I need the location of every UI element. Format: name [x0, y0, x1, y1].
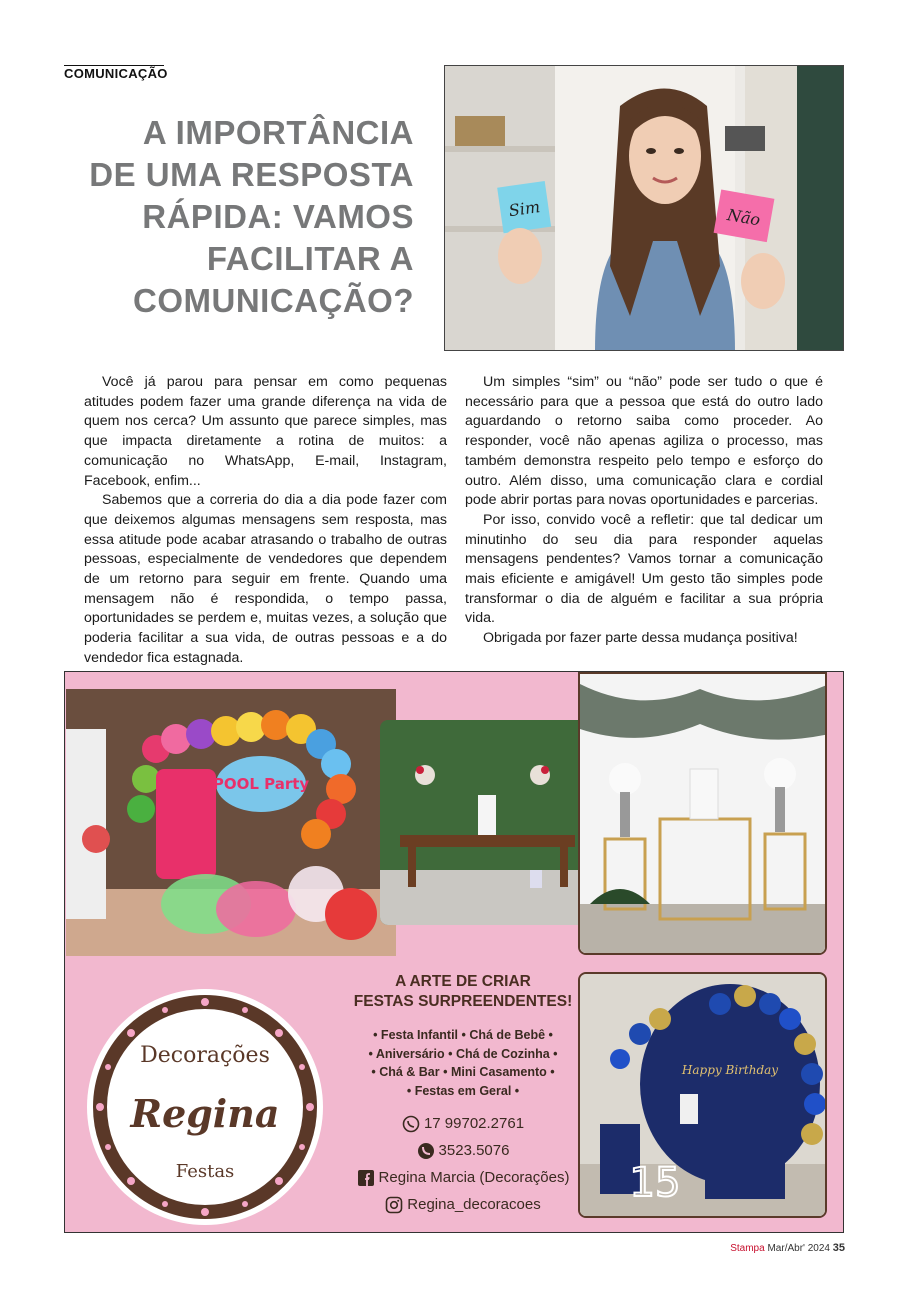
service-line: • Festas em Geral • [406, 1083, 520, 1098]
article-column-right [465, 373, 823, 649]
pool-party-sign: POOL Party [212, 775, 310, 793]
service-line: • Festa Infantil • Chá de Bebê • [373, 1028, 553, 1042]
article-photo [444, 65, 844, 351]
magazine-brand: Stampa [730, 1243, 765, 1254]
page-number: 35 [832, 1242, 845, 1254]
phone-contact[interactable] [333, 1137, 593, 1164]
ad-title: A ARTE DE CRIAR FESTAS SURPREENDENTES! [353, 973, 573, 1010]
article-paragraph: Por isso, convido você a refletir: que tal dedicar um minutinho do seu dia para responder aquelas mensagens pendentes? Vamos tornar a comunicação mais eficiente e amigável! Um gesto tão simples pode transformar o dia de alguém e facilitar a sua própria vida. [465, 511, 823, 627]
ad-services [333, 1026, 593, 1100]
article-column-left [84, 373, 447, 669]
page-footer [730, 1242, 845, 1254]
facebook-name: Regina Marcia (Decorações) [378, 1169, 570, 1186]
instagram-icon [385, 1196, 403, 1214]
logo-top-text: Decorações [140, 1043, 270, 1068]
yes-card-label: Sim [507, 197, 542, 221]
article-paragraph: Você já parou para pensar em como pequenas atitudes podem fazer uma grande diferença na vida de quem nos cerca? Um assunto que parece simples, mas que impacta diretamente a rotina de muitos: a comunicação no WhatsApp, E-mail, Instagram, Facebook, enfim... [84, 374, 447, 489]
phone-number: 3523.5076 [438, 1142, 510, 1159]
service-line: • Chá & Bar • Mini Casamento • [371, 1065, 555, 1079]
facebook-contact[interactable] [333, 1164, 593, 1191]
article-headline: A IMPORTÂNCIA DE UMA RESPOSTA RÁPIDA: VAMOS FACILITAR A COMUNICAÇÃO? [89, 114, 414, 319]
ad-text-block [333, 972, 593, 1218]
pool-party-photo [66, 689, 396, 956]
phone-icon [417, 1142, 435, 1160]
regina-logo [85, 987, 325, 1227]
whatsapp-contact[interactable] [333, 1110, 593, 1137]
issue-date: Mar/Abr' 2024 [767, 1243, 830, 1254]
table-setup-photo [380, 720, 594, 925]
debutante-party-photo [578, 972, 827, 1218]
whatsapp-number: 17 99702.2761 [423, 1115, 525, 1132]
no-card-label: Não [725, 205, 762, 230]
birthday-number: 15 [629, 1160, 681, 1206]
service-line: • Aniversário • Chá de Cozinha • [368, 1046, 558, 1061]
article-paragraph: Obrigada por fazer parte dessa mudança positiva! [483, 630, 798, 647]
advertisement [64, 671, 844, 1233]
logo-bottom-text: Festas [175, 1161, 235, 1182]
elegant-setup-photo [578, 672, 827, 955]
article-paragraph: Sabemos que a correria do dia a dia pode fazer com que deixemos algumas mensagens sem resposta, mas essa atitude pode acabar atrasando o trabalho de outras pessoas, especialmente de vendedores que dependem de um retorno para seguir em frente. Quando uma mensagem não é respondida, o tempo passa, oportunidades se perdem e, muitas vezes, a solução que poderia facilitar a sua vida, de outras pessoas e a do vendedor fica estagnada. [84, 492, 447, 666]
section-label: COMUNICAÇÃO [64, 66, 168, 81]
logo-main-text: Regina [130, 1091, 280, 1136]
whatsapp-icon [402, 1115, 420, 1133]
svg-text:Happy Birthday: Happy Birthday [681, 1063, 779, 1077]
ad-contacts [333, 1110, 593, 1218]
instagram-contact[interactable] [333, 1191, 593, 1218]
article-paragraph: Um simples “sim” ou “não” pode ser tudo o que é necessário para que a pessoa que está do outro lado aguardando o retorno saiba como proceder. Ao responder, você não apenas agiliza o processo, mas também demonstra respeito pelo tempo e esforço do outro. Além disso, uma comunicação clara e cordial pode abrir portas para novas oportunidades e parcerias. [465, 374, 823, 509]
facebook-icon [357, 1169, 375, 1187]
instagram-handle: Regina_decoracoes [407, 1196, 541, 1213]
